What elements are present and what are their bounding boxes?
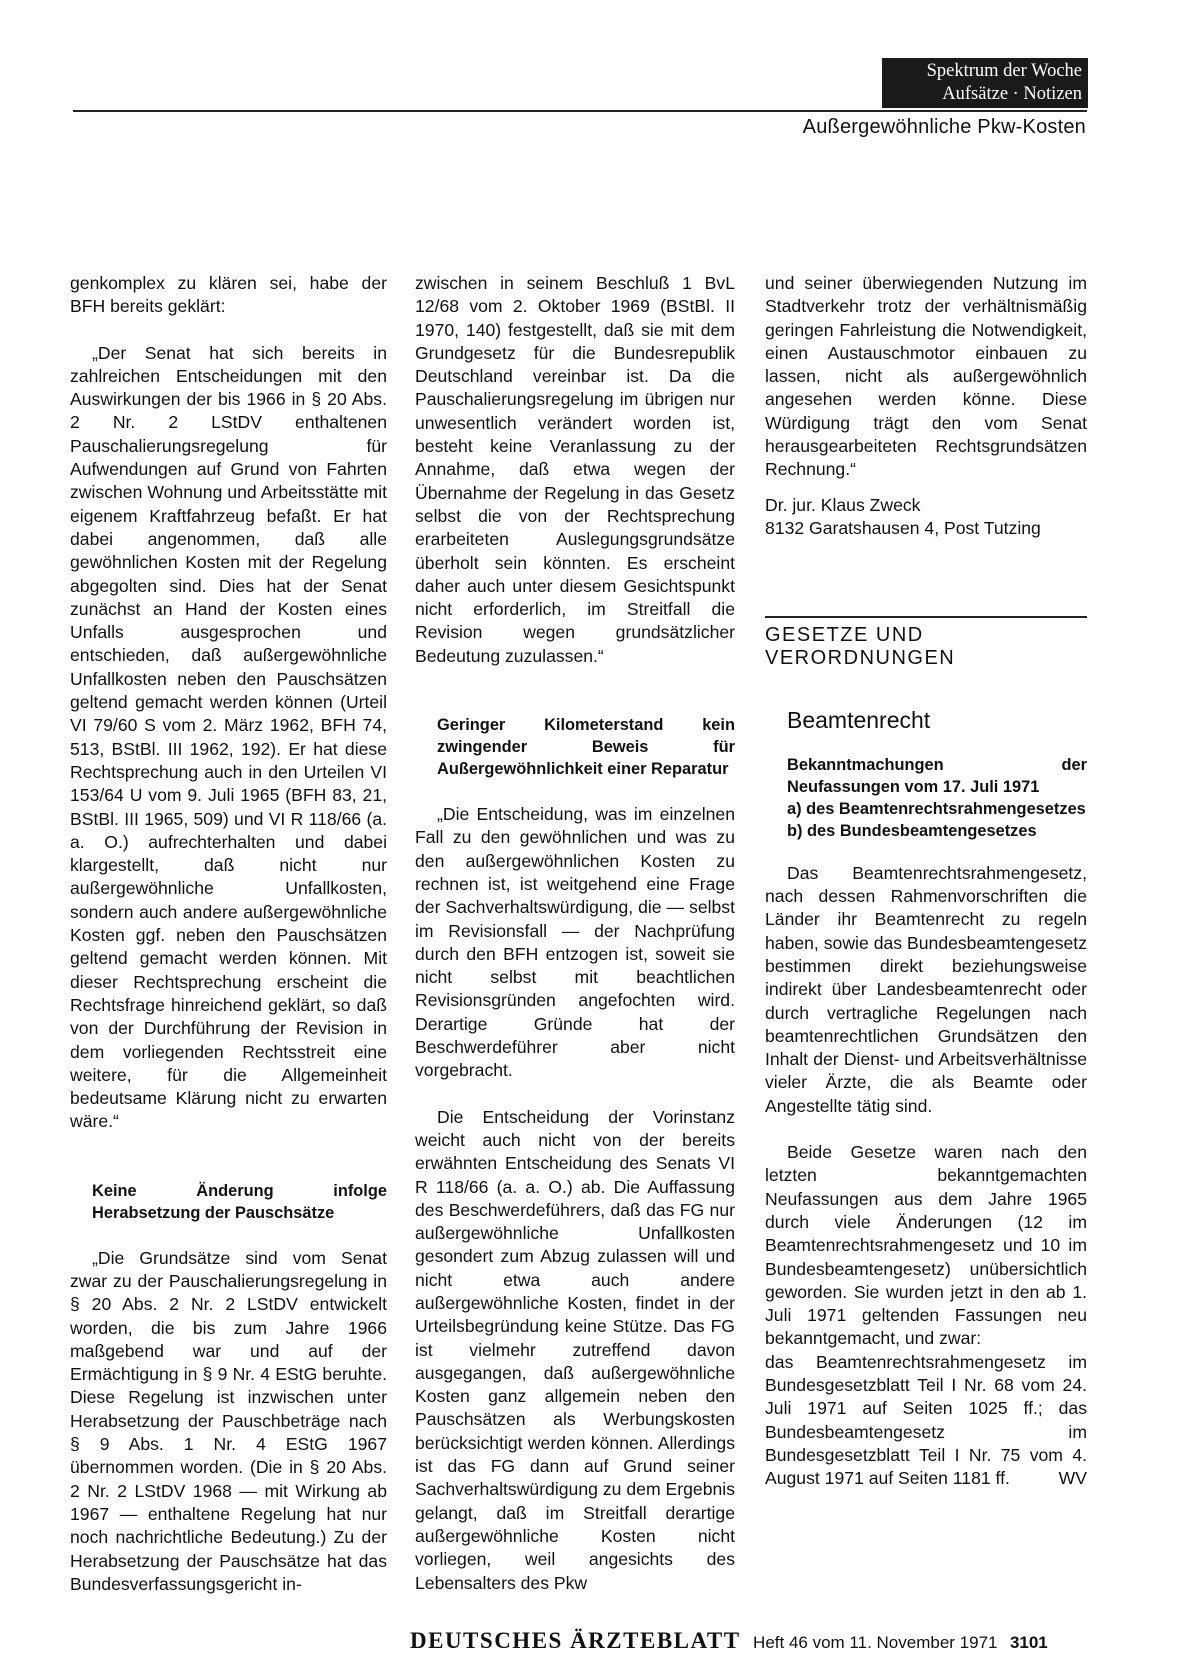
journal-name: DEUTSCHES ÄRZTEBLATT bbox=[410, 1628, 741, 1653]
section-heading: VERORDNUNGEN bbox=[765, 646, 956, 669]
subheading: b) des Bundesbeamtengesetzes bbox=[787, 821, 1037, 840]
paragraph: zwischen in seinem Beschluß 1 BvL 12/68 vom 2. Oktober 1969 (BStBl. II 1970, 140) festgestellt, daß sie mit dem Grundgesetz für die Bundesrepublik Deutschland vereinbar ist. Da die Pauschalierungsregelung im übrigen nur unwesentlich verändert worden ist, besteht keine Veranlassung zu der Annahme, daß etwa wegen der Übernahme der Regelung in das Gesetz selbst die von der Rechtsprechung erarbeiteten Auslegungsgrundsätze überholt sein könnten. Es erscheint daher auch unter diesem Gesichtspunkt nicht erforderlich, im Streitfall die Revision wegen grundsätzlicher Bedeutung zuzulassen.“ bbox=[415, 273, 735, 666]
paragraph: Die Entscheidung der Vorinstanz weicht auch nicht von der bereits erwähnten Entscheidung des Senats VI R 118/66 (a. a. O.) ab. Die Auffassung des Beschwerdeführers, daß das FG nur außergewöhnliche Unfallkosten gesondert zum Abzug zulassen will und nicht etwa auch andere außergewöhnliche Kosten, findet in der Urteilsbegründung keine Stütze. Das FG ist vielmehr zutreffend davon ausgegangen, daß außergewöhnliche Kosten ganz allgemein neben den Pauschsätzen als Werbungskosten berücksichtigt werden können. Allerdings ist das FG dann auf Grund seiner Sachverhaltswürdigung zu dem Ergebnis gelangt, daß im Streitfall derartige außergewöhnliche Kosten nicht vorliegen, weil angesichts des Lebensalters des Pkw bbox=[415, 1106, 735, 1593]
paragraph bbox=[765, 1351, 1087, 1491]
section-rule bbox=[765, 616, 1087, 618]
subheading: a) des Beamtenrechtsrahmengesetzes bbox=[787, 799, 1086, 818]
column-3 bbox=[765, 272, 1087, 1490]
running-title: Außergewöhnliche Pkw-Kosten bbox=[802, 116, 1086, 138]
paragraph: Beide Gesetze waren nach den letzten bekanntgemachten Neufassungen aus dem Jahre 1965 durch viele Änderungen (12 im Beamtenrechtsrahmengesetz und 10 im Bundesbeamtengesetz) unübersichtlich geworden. Sie wurden jetzt in den ab 1. Juli 1971 geltenden Fassungen neu bekanntgemacht, und zwar: bbox=[765, 1142, 1087, 1349]
quote-paragraph: „Die Grundsätze sind vom Senat zwar zu der Pauschalierungsregelung in § 20 Abs. 2 Nr. 2 LStDV entwickelt worden, die bis zum Jahre 1966 maßgebend war und auf der Ermächtigung in § 9 Nr. 4 EStG beruhte. Diese Regelung ist inzwischen unter Herabsetzung der Pauschbeträge nach § 9 Abs. 1 Nr. 4 EStG 1967 übernommen worden. (Die in § 20 Abs. 2 Nr. 2 LStDV 1968 — mit Wirkung ab 1967 — enthaltene Regelung hat nur noch nachrichtliche Bedeutung.) Zu der Herabsetzung der Pauschsätze hat das Bundesverfassungsgericht in- bbox=[70, 1247, 387, 1594]
header-rule bbox=[73, 110, 1087, 112]
author-address: 8132 Garatshausen 4, Post Tutzing bbox=[765, 517, 1041, 538]
column-2 bbox=[415, 272, 735, 1595]
page-number: 3101 bbox=[1009, 1633, 1048, 1652]
author-name: Dr. jur. Klaus Zweck bbox=[765, 494, 921, 515]
paragraph-text: das Beamtenrechtsrahmengesetz im Bundesgesetzblatt Teil I Nr. 68 vom 24. Juli 1971 auf Seiten 1025 ff.; das Bundesbeamtengesetz im Bundesgesetzblatt Teil I Nr. 75 vom 4. August 1971 auf Seiten 1181 ff. bbox=[765, 1351, 1087, 1489]
subheading: Geringer Kilometerstand kein zwingender Beweis für Außergewöhnlichkeit einer Reparatur bbox=[437, 716, 735, 779]
paragraph: Das Beamtenrechtsrahmengesetz, nach dessen Rahmenvorschriften die Länder ihr Beamtenrecht zu regeln haben, sowie das Bundesbeamtengesetz bestimmen direkt beziehungsweise indirekt über Landesbeamtenrecht oder durch vertragliche Regelungen nach beamtenrechtlichen Grundsätzen den Inhalt der Dienst- und Arbeitsverhältnisse vieler Ärzte, die als Beamte oder Angestellte tätig sind. bbox=[765, 862, 1087, 1116]
quote-paragraph: „Die Entscheidung, was im einzelnen Fall zu den gewöhnlichen und was zu den außergewöhnlichen Kosten zu rechnen ist, ist weitgehend eine Frage der Sachverhaltswürdigung, die — selbst im Revisionsfall — der Nachprüfung durch den BFH entzogen ist, soweit sie nicht selbst mit beachtlichen Revisionsgründen angefochten wird. Derartige Gründe hat der Beschwerdeführer aber nicht vorgebracht. bbox=[415, 804, 735, 1081]
topic-heading: Beamtenrecht bbox=[787, 706, 931, 733]
quote-paragraph: „Der Senat hat sich bereits in zahlreichen Entscheidungen mit den Auswirkungen der bis 1966 in § 20 Abs. 2 Nr. 2 LStDV enthaltenen Pauschalierungsregelung für Aufwendungen auf Grund von Fahrten zwischen Wohnung und Arbeitsstätte mit eigenem Kraftfahrzeug befaßt. Er hat dabei angenommen, daß alle gewöhnlichen Kosten mit der Regelung abgegolten sind. Dies hat der Senat zunächst an Hand der Kosten eines Unfalls ausgesprochen und entschieden, daß außergewöhnliche Unfallkosten neben den Pauschsätzen geltend gemacht werden können (Urteil VI 79/60 S vom 2. März 1962, BFH 74, 513, BStBl. III 1962, 192). Er hat diese Rechtsprechung auch in den Urteilen VI 153/64 U vom 9. Juli 1965 (BFH 83, 21, BStBl. III 1965, 509) und VI R 118/66 (a. a. O.) aufrechterhalten und dabei klargestellt, daß nicht nur außergewöhnliche Unfallkosten, sondern auch andere außergewöhnliche Kosten ggf. neben den Pauschsätzen geltend gemacht werden können. Mit dieser Rechtsprechung erscheint die Rechtsfrage hinreichend geklärt, so daß von der Durchführung der Revision in dem vorliegenden Rechtsstreit eine weitere, für die Allgemeinheit bedeutsame Klärung nicht zu erwarten wäre.“ bbox=[70, 342, 387, 1132]
page-footer bbox=[410, 1628, 1090, 1654]
paragraph: und seiner überwiegenden Nutzung im Stadtverkehr trotz der verhältnismäßig geringen Fahrleistung die Notwendigkeit, einen Austauschmotor einbauen zu lassen, nicht als außergewöhnlich angesehen werden könne. Diese Würdigung trägt den vom Senat herausgearbeiteten Rechtsgrundsätzen Rechnung.“ bbox=[765, 273, 1087, 480]
section-heading: GESETZE UND bbox=[765, 623, 924, 646]
section-badge bbox=[882, 58, 1088, 108]
badge-line-2: Aufsätze · Notizen bbox=[942, 84, 1082, 104]
badge-line-1: Spektrum der Woche bbox=[926, 61, 1082, 81]
paragraph: genkomplex zu klären sei, habe der BFH bereits geklärt: bbox=[70, 273, 387, 317]
subheading: Keine Änderung infolge Herabsetzung der Pauschsätze bbox=[92, 1181, 387, 1222]
subheading: Bekanntmachungen der Neufassungen vom 17. Juli 1971 bbox=[787, 755, 1087, 796]
issue-info: Heft 46 vom 11. November 1971 bbox=[753, 1633, 998, 1652]
signature: WV bbox=[1058, 1468, 1087, 1489]
column-1 bbox=[70, 272, 387, 1596]
